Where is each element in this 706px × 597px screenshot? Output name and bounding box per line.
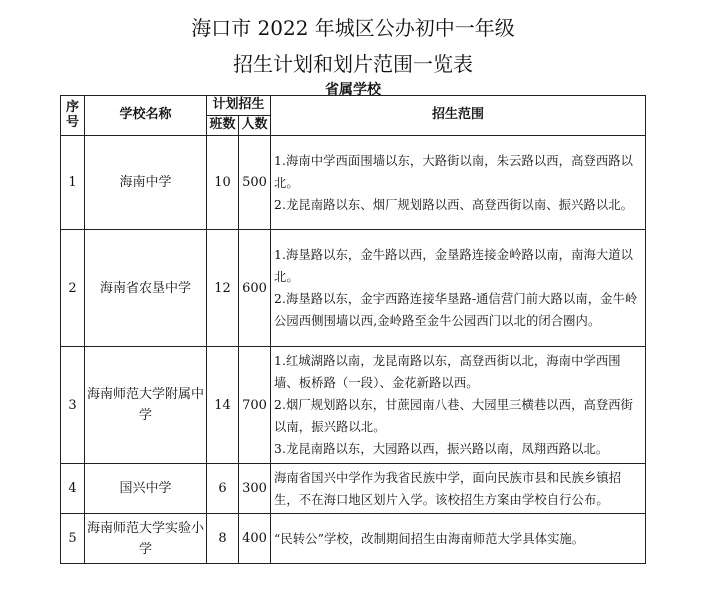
row-students: 600 [239, 230, 271, 347]
document-title-line2: 招生计划和划片范围一览表 [233, 52, 473, 76]
table-row [61, 464, 646, 514]
row-classes: 14 [207, 347, 239, 464]
table-row [61, 347, 646, 464]
range-item: 1.海南中学西面围墙以东，大路街以南，朱云路以西，高登西路以北。 [274, 153, 634, 190]
row-students: 500 [239, 136, 271, 230]
row-seq: 1 [61, 136, 85, 230]
range-item: 2.海垦路以东，金宇西路连接华垦路-通信营门前大路以南，金牛岭公园西侧围墙以西,金岭路至金牛公园西门以北的闭合圈内。 [274, 292, 638, 328]
row-school: 海南师范大学实验小学 [85, 514, 207, 564]
row-range [271, 136, 646, 230]
header-plan: 计划招生 [207, 96, 271, 116]
header-classes: 班数 [207, 116, 239, 136]
row-school: 国兴中学 [85, 464, 207, 514]
section-subtitle: 省属学校 [325, 82, 381, 98]
range-item: 2.龙昆南路以东、烟厂规划路以西、高登西街以南、振兴路以北。 [274, 197, 634, 212]
row-classes: 8 [207, 514, 239, 564]
row-range [271, 464, 646, 514]
row-seq: 2 [61, 230, 85, 347]
document-title-line1: 海口市 2022 年城区公办初中一年级 [191, 16, 515, 40]
row-students: 300 [239, 464, 271, 514]
table-row [61, 136, 646, 230]
row-students: 400 [239, 514, 271, 564]
header-seq: 序号 [61, 96, 85, 136]
row-school: 海南中学 [85, 136, 207, 230]
row-school: 海南师范大学附属中学 [85, 347, 207, 464]
range-item: 海南省国兴中学作为我省民族中学，面向民族市县和民族乡镇招生，不在海口地区划片入学。该校招生方案由学校自行公布。 [274, 470, 622, 507]
range-item: “民转公”学校，改制期间招生由海南师范大学具体实施。 [274, 531, 585, 546]
row-seq: 3 [61, 347, 85, 464]
row-seq: 4 [61, 464, 85, 514]
range-item: 1.海垦路以东，金牛路以西，金垦路连接金岭路以南，南海大道以北。 [274, 248, 634, 284]
row-classes: 12 [207, 230, 239, 347]
table-row [61, 230, 646, 347]
row-range [271, 347, 646, 464]
row-classes: 10 [207, 136, 239, 230]
header-students: 人数 [239, 116, 271, 136]
table-row [61, 514, 646, 564]
row-seq: 5 [61, 514, 85, 564]
row-school: 海南省农垦中学 [85, 230, 207, 347]
row-students: 700 [239, 347, 271, 464]
row-range [271, 514, 646, 564]
range-item: 2.烟厂规划路以东，甘蔗园南八巷、大园里三横巷以西，高登西街以南，振兴路以北。 [274, 398, 634, 434]
range-item: 1.红城湖路以南，龙昆南路以东，高登西街以北，海南中学西围墙、板桥路（一段）、金花新路以西。 [274, 354, 621, 390]
row-range [271, 230, 646, 347]
header-range: 招生范围 [271, 96, 646, 136]
range-item: 3.龙昆南路以东，大园路以西，振兴路以南，凤翔西路以北。 [274, 442, 609, 456]
enrollment-table [60, 95, 646, 564]
row-classes: 6 [207, 464, 239, 514]
header-school: 学校名称 [85, 96, 207, 136]
